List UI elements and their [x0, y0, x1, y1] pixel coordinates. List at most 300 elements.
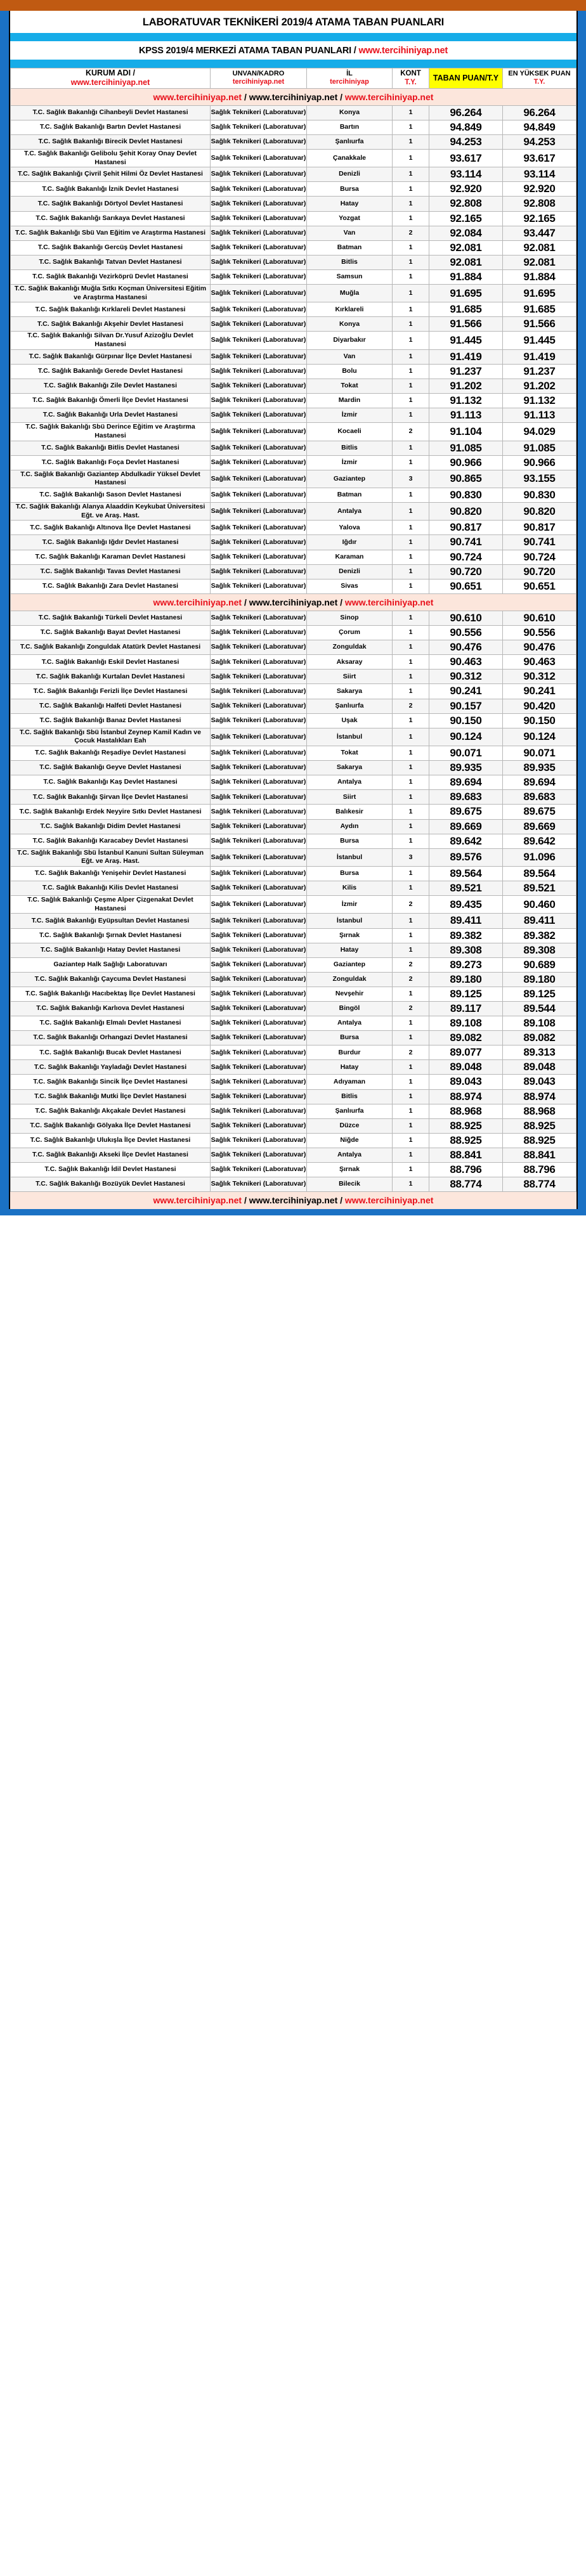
cell-kontenjan: 1 [393, 364, 429, 379]
cell-kurum-adi: T.C. Sağlık Bakanlığı Zile Devlet Hastanesi [11, 379, 211, 393]
cell-kontenjan: 1 [393, 775, 429, 790]
cell-en-yuksek-puan: 90.610 [503, 611, 576, 626]
cell-il: Burdur [307, 1045, 393, 1060]
cell-taban-puan: 90.720 [429, 564, 503, 579]
cell-en-yuksek-puan: 90.820 [503, 503, 576, 521]
cell-kontenjan: 1 [393, 441, 429, 455]
cell-il: Niğde [307, 1133, 393, 1148]
cell-il: Batman [307, 488, 393, 502]
cell-kontenjan: 1 [393, 684, 429, 699]
cell-en-yuksek-puan: 93.114 [503, 167, 576, 182]
cell-en-yuksek-puan: 88.796 [503, 1163, 576, 1177]
cell-taban-puan: 92.920 [429, 182, 503, 197]
cell-unvan-kadro: Sağlık Teknikeri (Laboratuvar) [211, 488, 307, 502]
cell-en-yuksek-puan: 90.476 [503, 640, 576, 655]
cell-il: Yalova [307, 521, 393, 535]
cell-kurum-adi: T.C. Sağlık Bakanlığı Sarıkaya Devlet Hastanesi [11, 211, 211, 226]
cell-kontenjan: 1 [393, 1118, 429, 1133]
cell-taban-puan: 90.651 [429, 579, 503, 593]
cell-kurum-adi: T.C. Sağlık Bakanlığı Gaziantep Abdulkadir Yüksel Devlet Hastanesi [11, 470, 211, 488]
cell-kontenjan: 1 [393, 834, 429, 848]
table-row [11, 285, 576, 302]
table-row [11, 611, 576, 626]
cell-taban-puan: 89.521 [429, 881, 503, 896]
cell-taban-puan: 92.081 [429, 240, 503, 255]
cell-en-yuksek-puan: 89.043 [503, 1075, 576, 1089]
table-row [11, 1031, 576, 1045]
cell-en-yuksek-puan: 88.925 [503, 1133, 576, 1148]
cell-kontenjan: 1 [393, 746, 429, 761]
cell-kontenjan: 1 [393, 211, 429, 226]
ad-link-2[interactable]: www.tercihiniyap.net [249, 597, 338, 607]
cell-kontenjan: 1 [393, 805, 429, 819]
table-row [11, 269, 576, 284]
subtitle-text: KPSS 2019/4 MERKEZİ ATAMA TABAN PUANLARI / [139, 46, 359, 56]
ad-link-3[interactable]: www.tercihiniyap.net [344, 91, 434, 102]
cell-il: İstanbul [307, 914, 393, 928]
cell-kontenjan: 1 [393, 1060, 429, 1075]
cell-unvan-kadro: Sağlık Teknikeri (Laboratuvar) [211, 713, 307, 728]
cell-kurum-adi: T.C. Sağlık Bakanlığı Kaş Devlet Hastanesi [11, 775, 211, 790]
cell-taban-puan: 88.796 [429, 1163, 503, 1177]
footer-ad-sep-2: / [337, 1195, 345, 1206]
cell-il: Hatay [307, 197, 393, 211]
cell-en-yuksek-puan: 93.617 [503, 149, 576, 167]
cell-il: Şanlıurfa [307, 699, 393, 713]
cell-kurum-adi: T.C. Sağlık Bakanlığı Zonguldak Atatürk Devlet Hastanesi [11, 640, 211, 655]
cell-kurum-adi: T.C. Sağlık Bakanlığı Orhangazi Devlet Hastanesi [11, 1031, 211, 1045]
cell-taban-puan: 90.830 [429, 488, 503, 502]
cell-unvan-kadro: Sağlık Teknikeri (Laboratuvar) [211, 914, 307, 928]
cell-en-yuksek-puan: 96.264 [503, 105, 576, 120]
cell-kurum-adi: T.C. Sağlık Bakanlığı Türkeli Devlet Hastanesi [11, 611, 211, 626]
cell-kontenjan: 2 [393, 1002, 429, 1016]
subtitle-site-link[interactable]: www.tercihiniyap.net [358, 46, 448, 56]
page-subtitle [10, 41, 576, 60]
cell-unvan-kadro: Sağlık Teknikeri (Laboratuvar) [211, 790, 307, 805]
table-row [11, 349, 576, 364]
cell-il: Zonguldak [307, 972, 393, 987]
table-row [11, 441, 576, 455]
cell-kurum-adi: T.C. Sağlık Bakanlığı Cihanbeyli Devlet Hastanesi [11, 105, 211, 120]
cell-il: Siirt [307, 670, 393, 684]
cell-unvan-kadro: Sağlık Teknikeri (Laboratuvar) [211, 240, 307, 255]
cell-taban-puan: 91.237 [429, 364, 503, 379]
cell-kontenjan: 1 [393, 1148, 429, 1162]
cell-unvan-kadro: Sağlık Teknikeri (Laboratuvar) [211, 728, 307, 746]
cell-taban-puan: 89.935 [429, 761, 503, 775]
cell-unvan-kadro: Sağlık Teknikeri (Laboratuvar) [211, 775, 307, 790]
ad-link-2[interactable]: www.tercihiniyap.net [249, 91, 338, 102]
cell-kontenjan: 1 [393, 1163, 429, 1177]
table-row [11, 379, 576, 393]
cell-unvan-kadro: Sağlık Teknikeri (Laboratuvar) [211, 394, 307, 408]
cell-en-yuksek-puan: 89.048 [503, 1060, 576, 1075]
cell-unvan-kadro: Sağlık Teknikeri (Laboratuvar) [211, 1118, 307, 1133]
cell-taban-puan: 89.576 [429, 848, 503, 866]
cell-kontenjan: 1 [393, 503, 429, 521]
cell-il: Şanlıurfa [307, 134, 393, 149]
table-row [11, 105, 576, 120]
table-row [11, 746, 576, 761]
cell-il: Sivas [307, 579, 393, 593]
cell-en-yuksek-puan: 90.124 [503, 728, 576, 746]
cell-unvan-kadro: Sağlık Teknikeri (Laboratuvar) [211, 1163, 307, 1177]
cell-kontenjan: 1 [393, 255, 429, 269]
cell-unvan-kadro: Sağlık Teknikeri (Laboratuvar) [211, 1045, 307, 1060]
cell-unvan-kadro: Sağlık Teknikeri (Laboratuvar) [211, 167, 307, 182]
cell-kurum-adi: T.C. Sağlık Bakanlığı Erdek Neyyire Sıtkı Devlet Hastanesi [11, 805, 211, 819]
cell-taban-puan: 88.925 [429, 1118, 503, 1133]
cell-taban-puan: 89.273 [429, 957, 503, 972]
cell-kontenjan: 1 [393, 105, 429, 120]
cell-kurum-adi: T.C. Sağlık Bakanlığı Karlıova Devlet Hastanesi [11, 1002, 211, 1016]
cell-taban-puan: 90.150 [429, 713, 503, 728]
cell-unvan-kadro: Sağlık Teknikeri (Laboratuvar) [211, 1002, 307, 1016]
footer-ad-link-3[interactable]: www.tercihiniyap.net [344, 1195, 434, 1206]
table-row [11, 1104, 576, 1118]
cell-en-yuksek-puan: 90.966 [503, 455, 576, 470]
table-row [11, 455, 576, 470]
cell-unvan-kadro: Sağlık Teknikeri (Laboratuvar) [211, 626, 307, 640]
cell-taban-puan: 90.157 [429, 699, 503, 713]
cell-taban-puan: 89.411 [429, 914, 503, 928]
footer-ad-link-2[interactable]: www.tercihiniyap.net [249, 1195, 338, 1206]
top-orange-band [0, 0, 586, 11]
table-row [11, 564, 576, 579]
cyan-divider-band [10, 33, 576, 41]
column-header-taban-puan [429, 68, 503, 89]
cell-taban-puan: 89.435 [429, 896, 503, 914]
cell-unvan-kadro: Sağlık Teknikeri (Laboratuvar) [211, 332, 307, 349]
cell-kontenjan: 1 [393, 408, 429, 423]
table-row [11, 928, 576, 943]
cell-taban-puan: 96.264 [429, 105, 503, 120]
cell-unvan-kadro: Sağlık Teknikeri (Laboratuvar) [211, 423, 307, 441]
cell-kurum-adi: T.C. Sağlık Bakanlığı Şirvan İlçe Devlet Hastanesi [11, 790, 211, 805]
body-wrapper [0, 11, 586, 1209]
cell-taban-puan: 90.966 [429, 455, 503, 470]
cell-taban-puan: 89.669 [429, 819, 503, 834]
cell-il: Çanakkale [307, 149, 393, 167]
table-row [11, 655, 576, 670]
cell-il: Van [307, 349, 393, 364]
cell-il: Kilis [307, 881, 393, 896]
cell-kontenjan: 1 [393, 987, 429, 1001]
cell-kontenjan: 1 [393, 761, 429, 775]
cell-unvan-kadro: Sağlık Teknikeri (Laboratuvar) [211, 896, 307, 914]
cell-en-yuksek-puan: 89.382 [503, 928, 576, 943]
cell-taban-puan: 91.113 [429, 408, 503, 423]
cell-taban-puan: 88.774 [429, 1177, 503, 1192]
table-row [11, 728, 576, 746]
cell-unvan-kadro: Sağlık Teknikeri (Laboratuvar) [211, 1148, 307, 1162]
table-row [11, 834, 576, 848]
cell-kontenjan: 1 [393, 197, 429, 211]
cell-en-yuksek-puan: 88.774 [503, 1177, 576, 1192]
cell-unvan-kadro: Sağlık Teknikeri (Laboratuvar) [211, 182, 307, 197]
cell-kontenjan: 1 [393, 1075, 429, 1089]
cell-kurum-adi: T.C. Sağlık Bakanlığı Iğdır Devlet Hastanesi [11, 535, 211, 550]
cell-taban-puan: 94.849 [429, 120, 503, 134]
cell-unvan-kadro: Sağlık Teknikeri (Laboratuvar) [211, 105, 307, 120]
cell-kurum-adi: T.C. Sağlık Bakanlığı Gerede Devlet Hastanesi [11, 364, 211, 379]
cell-unvan-kadro: Sağlık Teknikeri (Laboratuvar) [211, 441, 307, 455]
cell-kurum-adi: T.C. Sağlık Bakanlığı Elmalı Devlet Hastanesi [11, 1016, 211, 1031]
cell-il: Antalya [307, 503, 393, 521]
cell-kontenjan: 1 [393, 626, 429, 640]
cell-kurum-adi: T.C. Sağlık Bakanlığı Akseki İlçe Devlet Hastanesi [11, 1148, 211, 1162]
cell-kontenjan: 1 [393, 928, 429, 943]
cell-kontenjan: 1 [393, 1133, 429, 1148]
cell-kontenjan: 1 [393, 1089, 429, 1104]
cell-en-yuksek-puan: 94.029 [503, 423, 576, 441]
cell-il: Bitlis [307, 1089, 393, 1104]
cell-kontenjan: 1 [393, 167, 429, 182]
enyuksek-header-line1: EN YÜKSEK [508, 69, 549, 77]
cell-kurum-adi: T.C. Sağlık Bakanlığı Geyve Devlet Hastanesi [11, 761, 211, 775]
cell-taban-puan: 92.084 [429, 226, 503, 240]
cell-kurum-adi: T.C. Sağlık Bakanlığı Birecik Devlet Hastanesi [11, 134, 211, 149]
table-row [11, 881, 576, 896]
cell-kurum-adi: T.C. Sağlık Bakanlığı Dörtyol Devlet Hastanesi [11, 197, 211, 211]
cell-taban-puan: 88.925 [429, 1133, 503, 1148]
cell-il: Bolu [307, 364, 393, 379]
cell-il: Antalya [307, 1148, 393, 1162]
table-row [11, 775, 576, 790]
cell-en-yuksek-puan: 91.202 [503, 379, 576, 393]
cell-taban-puan: 90.312 [429, 670, 503, 684]
cell-taban-puan: 89.675 [429, 805, 503, 819]
cell-kurum-adi: T.C. Sağlık Bakanlığı Yenişehir Devlet Hastanesi [11, 866, 211, 881]
content-column [9, 11, 578, 1209]
cell-kontenjan: 1 [393, 521, 429, 535]
cell-kontenjan: 1 [393, 881, 429, 896]
table-row [11, 211, 576, 226]
cell-taban-puan: 90.463 [429, 655, 503, 670]
cell-unvan-kadro: Sağlık Teknikeri (Laboratuvar) [211, 379, 307, 393]
table-row [11, 1177, 576, 1192]
cell-kurum-adi: T.C. Sağlık Bakanlığı Sbü İstanbul Kanuni Sultan Süleyman Eğt. ve Araş. Hast. [11, 848, 211, 866]
cell-il: Batman [307, 240, 393, 255]
cell-unvan-kadro: Sağlık Teknikeri (Laboratuvar) [211, 349, 307, 364]
column-header-kurum [11, 68, 211, 89]
table-row [11, 302, 576, 317]
cell-kontenjan: 1 [393, 550, 429, 564]
cell-kontenjan: 1 [393, 914, 429, 928]
cell-kontenjan: 1 [393, 182, 429, 197]
table-row [11, 550, 576, 564]
cell-taban-puan: 90.476 [429, 640, 503, 655]
cell-kurum-adi: T.C. Sağlık Bakanlığı Ulukışla İlçe Devlet Hastanesi [11, 1133, 211, 1148]
ad-link-3[interactable]: www.tercihiniyap.net [344, 597, 434, 607]
cell-unvan-kadro: Sağlık Teknikeri (Laboratuvar) [211, 866, 307, 881]
cell-il: Yozgat [307, 211, 393, 226]
cell-taban-puan: 89.108 [429, 1016, 503, 1031]
taban-header-line1: TABAN [433, 73, 460, 82]
ad-sep-1: / [242, 91, 249, 102]
table-row [11, 149, 576, 167]
cell-unvan-kadro: Sağlık Teknikeri (Laboratuvar) [211, 1133, 307, 1148]
cell-kurum-adi: T.C. Sağlık Bakanlığı Bozüyük Devlet Hastanesi [11, 1177, 211, 1192]
table-row [11, 255, 576, 269]
cell-il: Zonguldak [307, 640, 393, 655]
table-row [11, 1148, 576, 1162]
table-row [11, 1016, 576, 1031]
kont-header-line2: T.Y. [405, 79, 417, 87]
cell-il: Gaziantep [307, 957, 393, 972]
cell-en-yuksek-puan: 90.830 [503, 488, 576, 502]
cell-kurum-adi: T.C. Sağlık Bakanlığı Hatay Devlet Hastanesi [11, 943, 211, 957]
table-row [11, 579, 576, 593]
cell-unvan-kadro: Sağlık Teknikeri (Laboratuvar) [211, 655, 307, 670]
cell-kurum-adi: T.C. Sağlık Bakanlığı Çeşme Alper Çizgenakat Devlet Hastanesi [11, 896, 211, 914]
ad-banner-row-top [11, 88, 576, 105]
cell-kurum-adi: Gaziantep Halk Sağlığı Laboratuvarı [11, 957, 211, 972]
cell-taban-puan: 88.841 [429, 1148, 503, 1162]
cell-unvan-kadro: Sağlık Teknikeri (Laboratuvar) [211, 579, 307, 593]
kurum-header-site: www.tercihiniyap.net [70, 78, 150, 87]
cell-unvan-kadro: Sağlık Teknikeri (Laboratuvar) [211, 987, 307, 1001]
cell-taban-puan: 91.685 [429, 302, 503, 317]
table-row [11, 1133, 576, 1148]
table-row [11, 713, 576, 728]
enyuksek-header-puan: PUAN [550, 69, 571, 77]
table-row [11, 914, 576, 928]
cell-en-yuksek-puan: 89.694 [503, 775, 576, 790]
footer-ad-banner [10, 1192, 576, 1209]
cell-en-yuksek-puan: 90.312 [503, 670, 576, 684]
kurum-header-line1: KURUM ADI / [85, 68, 135, 77]
cell-en-yuksek-puan: 89.521 [503, 881, 576, 896]
cell-il: Denizli [307, 167, 393, 182]
cell-unvan-kadro: Sağlık Teknikeri (Laboratuvar) [211, 1075, 307, 1089]
table-row [11, 670, 576, 684]
cell-kontenjan: 1 [393, 149, 429, 167]
cell-unvan-kadro: Sağlık Teknikeri (Laboratuvar) [211, 746, 307, 761]
cell-taban-puan: 89.564 [429, 866, 503, 881]
cell-kurum-adi: T.C. Sağlık Bakanlığı Halfeti Devlet Hastanesi [11, 699, 211, 713]
table-row [11, 943, 576, 957]
ad-link-1[interactable]: www.tercihiniyap.net [153, 597, 242, 607]
cell-taban-puan: 91.132 [429, 394, 503, 408]
cell-il: Van [307, 226, 393, 240]
cell-il: Nevşehir [307, 987, 393, 1001]
cell-kurum-adi: T.C. Sağlık Bakanlığı İdil Devlet Hastanesi [11, 1163, 211, 1177]
cell-kurum-adi: T.C. Sağlık Bakanlığı Altınova İlçe Devlet Hastanesi [11, 521, 211, 535]
cell-taban-puan: 89.043 [429, 1075, 503, 1089]
cell-kontenjan: 2 [393, 226, 429, 240]
cell-kurum-adi: T.C. Sağlık Bakanlığı Kurtalan Devlet Hastanesi [11, 670, 211, 684]
table-row [11, 972, 576, 987]
cell-taban-puan: 90.820 [429, 503, 503, 521]
cell-unvan-kadro: Sağlık Teknikeri (Laboratuvar) [211, 269, 307, 284]
column-header-en-yuksek-puan [503, 68, 576, 89]
cell-kurum-adi: T.C. Sağlık Bakanlığı Sincik İlçe Devlet Hastanesi [11, 1075, 211, 1089]
cell-kurum-adi: T.C. Sağlık Bakanlığı Tavas Devlet Hastanesi [11, 564, 211, 579]
footer-ad-link-1[interactable]: www.tercihiniyap.net [153, 1195, 242, 1206]
cell-en-yuksek-puan: 91.085 [503, 441, 576, 455]
column-header-unvan [211, 68, 307, 89]
cell-en-yuksek-puan: 89.125 [503, 987, 576, 1001]
cell-en-yuksek-puan: 90.420 [503, 699, 576, 713]
ad-banner-row-mid [11, 593, 576, 611]
cell-il: Kocaeli [307, 423, 393, 441]
cell-en-yuksek-puan: 91.237 [503, 364, 576, 379]
cell-kontenjan: 1 [393, 728, 429, 746]
table-row [11, 470, 576, 488]
cell-taban-puan: 90.817 [429, 521, 503, 535]
cell-kontenjan: 2 [393, 957, 429, 972]
cell-kurum-adi: T.C. Sağlık Bakanlığı İznik Devlet Hastanesi [11, 182, 211, 197]
cell-kontenjan: 1 [393, 819, 429, 834]
cell-il: Sakarya [307, 761, 393, 775]
cell-en-yuksek-puan: 91.113 [503, 408, 576, 423]
cell-taban-puan: 89.642 [429, 834, 503, 848]
cell-kurum-adi: T.C. Sağlık Bakanlığı Gölyaka İlçe Devlet Hastanesi [11, 1118, 211, 1133]
cell-kurum-adi: T.C. Sağlık Bakanlığı Şırnak Devlet Hastanesi [11, 928, 211, 943]
cell-kontenjan: 2 [393, 972, 429, 987]
unvan-header-site: tercihiniyap.net [232, 78, 285, 86]
cell-il: Bilecik [307, 1177, 393, 1192]
kont-header-line1: KONT [400, 70, 421, 78]
cell-kurum-adi: T.C. Sağlık Bakanlığı Sbü İstanbul Zeynep Kamil Kadın ve Çocuk Hastalıkları Eah [11, 728, 211, 746]
cell-il: Şırnak [307, 1163, 393, 1177]
cell-en-yuksek-puan: 91.884 [503, 269, 576, 284]
cell-en-yuksek-puan: 88.925 [503, 1118, 576, 1133]
ad-link-1[interactable]: www.tercihiniyap.net [153, 91, 242, 102]
cell-en-yuksek-puan: 92.081 [503, 255, 576, 269]
table-row [11, 521, 576, 535]
cell-unvan-kadro: Sağlık Teknikeri (Laboratuvar) [211, 408, 307, 423]
cell-il: Konya [307, 105, 393, 120]
cell-unvan-kadro: Sağlık Teknikeri (Laboratuvar) [211, 535, 307, 550]
il-header-site: tercihiniyap [330, 78, 369, 86]
cell-unvan-kadro: Sağlık Teknikeri (Laboratuvar) [211, 1016, 307, 1031]
table-row [11, 535, 576, 550]
cell-taban-puan: 92.165 [429, 211, 503, 226]
cell-kurum-adi: T.C. Sağlık Bakanlığı Ferizli İlçe Devlet Hastanesi [11, 684, 211, 699]
cell-kontenjan: 1 [393, 455, 429, 470]
cell-unvan-kadro: Sağlık Teknikeri (Laboratuvar) [211, 684, 307, 699]
cell-en-yuksek-puan: 88.841 [503, 1148, 576, 1162]
ad-sep-2: / [337, 597, 345, 607]
table-row [11, 684, 576, 699]
cell-taban-puan: 88.974 [429, 1089, 503, 1104]
cell-unvan-kadro: Sağlık Teknikeri (Laboratuvar) [211, 611, 307, 626]
cell-il: Tokat [307, 379, 393, 393]
cell-il: Şırnak [307, 928, 393, 943]
cell-unvan-kadro: Sağlık Teknikeri (Laboratuvar) [211, 1104, 307, 1118]
cell-unvan-kadro: Sağlık Teknikeri (Laboratuvar) [211, 302, 307, 317]
cell-kontenjan: 1 [393, 394, 429, 408]
cell-il: Sakarya [307, 684, 393, 699]
cell-kontenjan: 1 [393, 488, 429, 502]
cell-il: Hatay [307, 1060, 393, 1075]
cell-kurum-adi: T.C. Sağlık Bakanlığı Zara Devlet Hastanesi [11, 579, 211, 593]
cell-en-yuksek-puan: 89.313 [503, 1045, 576, 1060]
cell-taban-puan: 90.741 [429, 535, 503, 550]
cell-unvan-kadro: Sağlık Teknikeri (Laboratuvar) [211, 134, 307, 149]
cell-kurum-adi: T.C. Sağlık Bakanlığı Alanya Alaaddin Keykubat Üniversitesi Eğt. ve Araş. Hast. [11, 503, 211, 521]
cell-taban-puan: 89.082 [429, 1031, 503, 1045]
table-row [11, 896, 576, 914]
cell-kurum-adi: T.C. Sağlık Bakanlığı Bartın Devlet Hastanesi [11, 120, 211, 134]
cell-unvan-kadro: Sağlık Teknikeri (Laboratuvar) [211, 317, 307, 332]
cell-kurum-adi: T.C. Sağlık Bakanlığı Tatvan Devlet Hastanesi [11, 255, 211, 269]
table-row [11, 332, 576, 349]
cell-unvan-kadro: Sağlık Teknikeri (Laboratuvar) [211, 640, 307, 655]
